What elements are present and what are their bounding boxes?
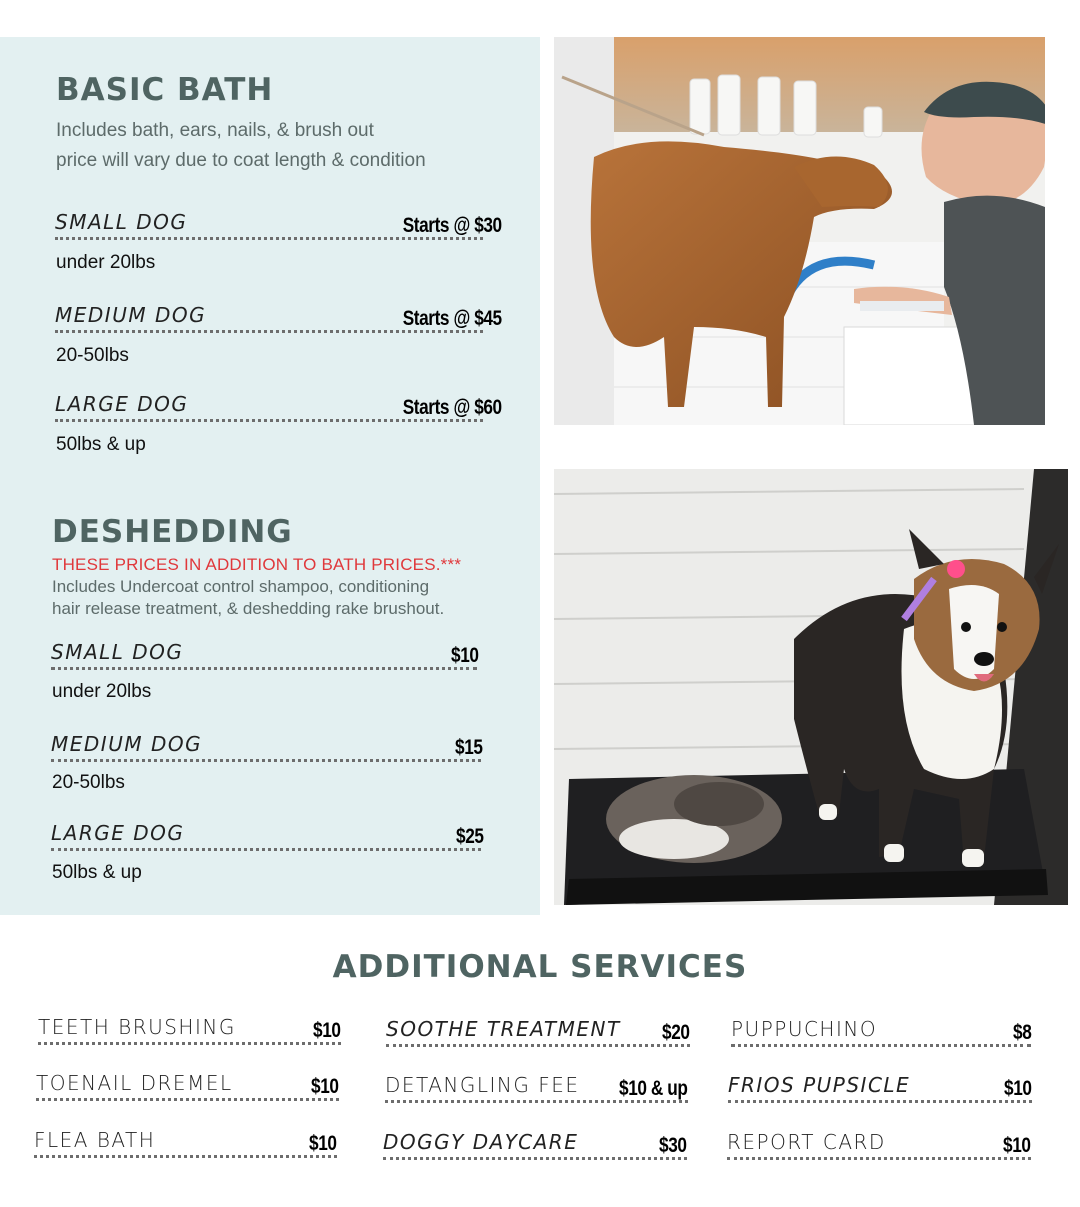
deshedding-desc-2: hair release treatment, & deshedding rake brushout. <box>52 599 445 618</box>
addon-price: $10 & up <box>619 1077 688 1100</box>
deshedding-desc-1: Includes Undercoat control shampoo, conditioning <box>52 577 430 596</box>
dotted-leader <box>51 759 481 762</box>
addon-name: FLEA BATH <box>34 1128 156 1152</box>
dotted-leader <box>386 1044 690 1047</box>
addon-price: $20 <box>662 1021 690 1044</box>
deshed-large-dog-price: $25 <box>456 825 484 848</box>
basic-small-dog-price: Starts @ $30 <box>403 214 502 237</box>
dotted-leader <box>55 237 483 240</box>
deshed-large-dog-name: LARGE DOG <box>51 821 185 845</box>
addon-price: $10 <box>309 1132 337 1155</box>
addon-soothe-treatment <box>386 1015 690 1045</box>
addon-price: $10 <box>1003 1134 1031 1157</box>
dotted-leader <box>51 667 477 670</box>
deshed-large-dog-weight: 50lbs & up <box>52 862 142 883</box>
sheltie-grooming-photo <box>554 469 1068 905</box>
addon-frios-pupsicle <box>728 1071 1032 1101</box>
addon-price: $10 <box>1004 1077 1032 1100</box>
basic-large-dog-price: Starts @ $60 <box>403 396 502 419</box>
additional-services-title: ADDITIONAL SERVICES <box>332 949 748 985</box>
dotted-leader <box>55 419 483 422</box>
deshed-medium-dog-price: $15 <box>455 736 483 759</box>
addon-name: TOENAIL DREMEL <box>36 1071 233 1095</box>
addon-detangling-fee <box>385 1071 688 1101</box>
addon-price: $10 <box>313 1019 341 1042</box>
deshedding-note: THESE PRICES IN ADDITION TO BATH PRICES.*** <box>52 555 462 574</box>
basic-medium-dog-price: Starts @ $45 <box>403 307 502 330</box>
basic-medium-dog-row <box>55 301 502 331</box>
addon-name: PUPPUCHINO <box>731 1017 878 1041</box>
addon-name: FRIOS PUPSICLE <box>728 1073 911 1097</box>
dotted-leader <box>383 1157 687 1160</box>
dotted-leader <box>38 1042 341 1045</box>
addon-puppuchino <box>731 1015 1031 1045</box>
deshed-small-dog-row <box>51 638 479 668</box>
basic-medium-dog-name: MEDIUM DOG <box>55 303 207 327</box>
deshed-medium-dog-weight: 20-50lbs <box>52 772 125 793</box>
dotted-leader <box>55 330 483 333</box>
addon-name: DOGGY DAYCARE <box>383 1130 579 1154</box>
addon-flea-bath <box>34 1126 337 1156</box>
addon-name: TEETH BRUSHING <box>38 1015 236 1039</box>
addon-report-card <box>727 1128 1031 1158</box>
deshedding-title: DESHEDDING <box>52 514 293 550</box>
addon-name: SOOTHE TREATMENT <box>386 1017 621 1041</box>
basic-bath-desc-2: price will vary due to coat length & condition <box>56 150 426 171</box>
basic-medium-dog-weight: 20-50lbs <box>56 345 129 366</box>
deshed-medium-dog-name: MEDIUM DOG <box>51 732 203 756</box>
dotted-leader <box>731 1044 1031 1047</box>
deshed-large-dog-row <box>51 819 484 849</box>
deshed-small-dog-weight: under 20lbs <box>52 681 152 702</box>
addon-name: REPORT CARD <box>727 1130 886 1154</box>
basic-large-dog-row <box>55 390 502 420</box>
dog-bath-photo <box>554 37 1045 425</box>
basic-small-dog-weight: under 20lbs <box>56 252 156 273</box>
deshed-small-dog-price: $10 <box>451 644 479 667</box>
addon-name: DETANGLING FEE <box>385 1073 580 1097</box>
dotted-leader <box>34 1155 337 1158</box>
basic-small-dog-name: SMALL DOG <box>55 210 188 234</box>
basic-small-dog-row <box>55 208 502 238</box>
dotted-leader <box>51 848 481 851</box>
dotted-leader <box>36 1098 339 1101</box>
deshed-small-dog-name: SMALL DOG <box>51 640 184 664</box>
basic-large-dog-weight: 50lbs & up <box>56 434 146 455</box>
basic-large-dog-name: LARGE DOG <box>55 392 189 416</box>
dotted-leader <box>727 1157 1031 1160</box>
dotted-leader <box>385 1100 688 1103</box>
addon-doggy-daycare <box>383 1128 687 1158</box>
deshed-medium-dog-row <box>51 730 483 760</box>
addon-price: $10 <box>311 1075 339 1098</box>
addon-teeth-brushing <box>38 1013 341 1043</box>
basic-bath-desc-1: Includes bath, ears, nails, & brush out <box>56 120 374 141</box>
addon-price: $8 <box>1012 1021 1031 1044</box>
addon-toenail-dremel <box>36 1069 339 1099</box>
addon-price: $30 <box>659 1134 687 1157</box>
basic-bath-title: BASIC BATH <box>56 72 274 108</box>
dotted-leader <box>728 1100 1032 1103</box>
